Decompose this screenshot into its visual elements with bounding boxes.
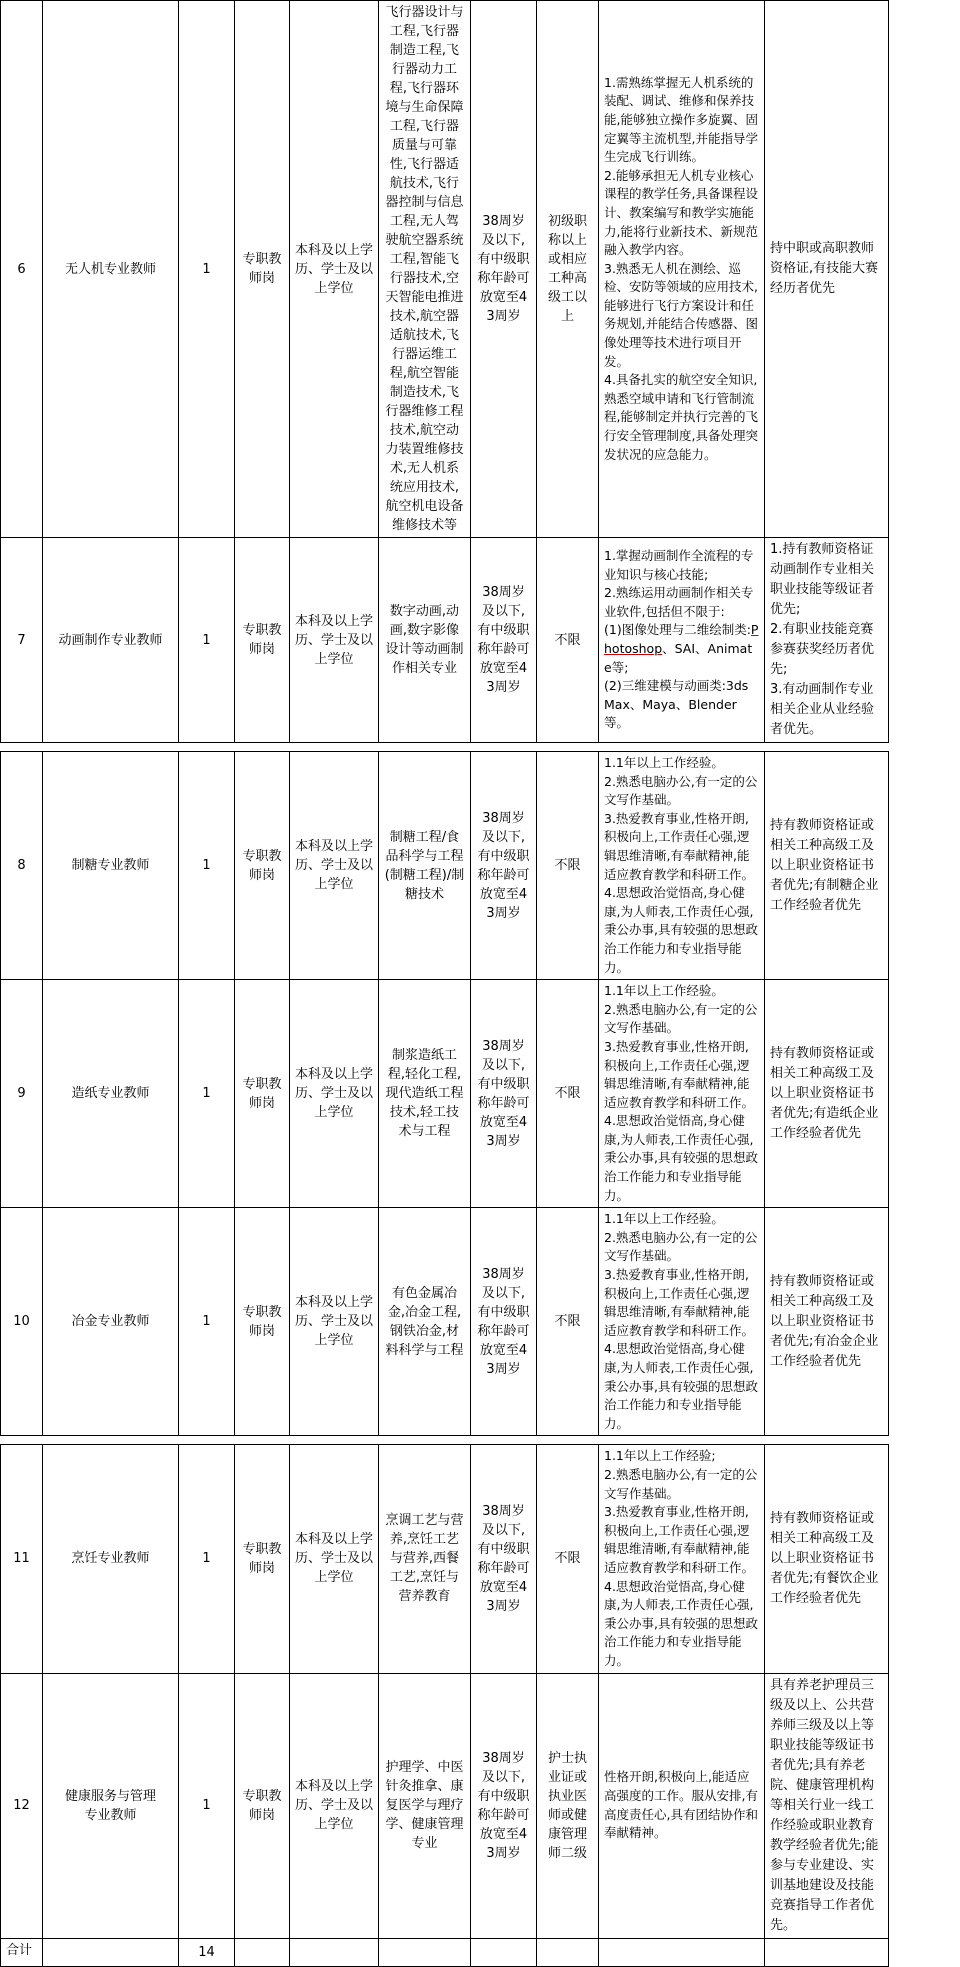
other-requirements-line: 4.具备扎实的航空安全知识,熟悉空域申请和飞行管制流程,能够制定并执行完善的飞行安全管理制度,具备处理突发状况的应急能力。 xyxy=(604,372,758,462)
hiring-count: 1 xyxy=(179,1208,235,1436)
preferred-conditions-line: 持有教师资格证或相关工种高级工及以上职业资格证书者优先;有造纸企业工作经验者优先 xyxy=(770,1045,879,1141)
hiring-count: 1 xyxy=(179,1445,235,1673)
position-name-line: 无人机专业教师 xyxy=(64,261,156,277)
other-requirements-line: 3.热爱教育事业,性格开朗,积极向上,工作责任心强,逻辑思维清晰,有奉献精神,能适应教育教学和科研工作。 xyxy=(604,810,755,882)
table-body xyxy=(1,1,960,1967)
preferred-conditions xyxy=(765,1,889,538)
age-requirement: 38周岁及以下,有中级职称年龄可放宽至43周岁 xyxy=(471,1445,537,1673)
row-number: 11 xyxy=(1,1445,43,1673)
preferred-conditions xyxy=(765,538,889,743)
age-requirement: 38周岁及以下,有中级职称年龄可放宽至43周岁 xyxy=(471,1208,537,1436)
table-row xyxy=(1,1208,960,1436)
other-requirements-line: 4.思想政治觉悟高,身心健康,为人师表,工作责任心强,秉公办事,具有较强的思想政治工作能力和专业指导能力。 xyxy=(604,1578,758,1668)
preferred-conditions xyxy=(765,980,889,1208)
other-requirements-line: 2.熟练运用动画制作相关专业软件,包括但不限于: xyxy=(604,585,754,619)
preferred-conditions-line: 持中职或高职教师资格证,有技能大赛经历者优先 xyxy=(770,241,879,296)
other-requirements xyxy=(599,538,765,743)
row-number: 12 xyxy=(1,1673,43,1938)
preferred-conditions-line: 持有教师资格证或相关工种高级工及以上职业资格证书者优先;有冶金企业工作经验者优先 xyxy=(770,1273,879,1369)
total-row xyxy=(1,1938,960,1966)
title-requirement: 不限 xyxy=(537,980,599,1208)
row-number: 6 xyxy=(1,1,43,538)
other-requirements-line: 1.需熟练掌握无人机系统的装配、调试、维修和保养技能,能够独立操作多旋翼、固定翼等主流机型,并能指导学生完成飞行训练。 xyxy=(604,74,758,165)
title-requirement: 不限 xyxy=(537,1445,599,1673)
position-type: 专职教师岗 xyxy=(235,980,290,1208)
table-row xyxy=(1,980,960,1208)
page-gap xyxy=(1,1436,960,1445)
preferred-conditions-line: 具有养老护理员三级及以上、公共营养师三级及以上等职业技能等级证书者优先;具有养老院、健康管理机构等相关行业一线工作经验或职业教育教学经验者优先;能参与专业建设、实训基地建设及技能竞赛指导工作者优先。 xyxy=(770,1677,879,1933)
total-count: 14 xyxy=(179,1938,235,1966)
empty-cell xyxy=(290,1938,379,1966)
row-number: 9 xyxy=(1,980,43,1208)
other-requirements xyxy=(599,1673,765,1938)
other-requirements xyxy=(599,1208,765,1436)
position-name-line: 专业教师 xyxy=(84,1807,137,1823)
other-requirements xyxy=(599,980,765,1208)
major-requirement: 数字动画,动画,数字影像设计等动画制作相关专业 xyxy=(379,538,471,743)
education-requirement: 本科及以上学历、学士及以上学位 xyxy=(290,752,379,980)
hiring-count: 1 xyxy=(179,538,235,743)
major-requirement: 制糖工程/食品科学与工程(制糖工程)/制糖技术 xyxy=(379,752,471,980)
position-name xyxy=(43,1,179,538)
position-name-line: 健康服务与管理 xyxy=(64,1788,156,1804)
title-requirement: 护士执业证或执业医师或健康管理师二级 xyxy=(537,1673,599,1938)
page-gap-cell xyxy=(1,1436,889,1445)
other-requirements-line: 3.热爱教育事业,性格开朗,积极向上,工作责任心强,逻辑思维清晰,有奉献精神,能适应教育教学和科研工作。 xyxy=(604,1038,755,1110)
age-requirement: 38周岁及以下,有中级职称年龄可放宽至43周岁 xyxy=(471,980,537,1208)
other-requirements-line: 性格开朗,积极向上,能适应高强度的工作。服从安排,有高度责任心,具有团结协作和奉献精神。 xyxy=(604,1769,758,1841)
position-name xyxy=(43,1445,179,1673)
position-name xyxy=(43,980,179,1208)
other-requirements-line: 1.掌握动画制作全流程的专业知识与核心技能; xyxy=(604,548,754,582)
preferred-conditions xyxy=(765,1673,889,1938)
row-number: 7 xyxy=(1,538,43,743)
other-requirements-line: (1)图像处理与二维绘制类:Photoshop、SAI、Animate等; xyxy=(604,622,759,675)
major-requirement: 护理学、中医针灸推拿、康复医学与理疗学、健康管理专业 xyxy=(379,1673,471,1938)
title-requirement: 不限 xyxy=(537,752,599,980)
position-type: 专职教师岗 xyxy=(235,1445,290,1673)
other-requirements-line: 4.思想政治觉悟高,身心健康,为人师表,工作责任心强,秉公办事,具有较强的思想政治工作能力和专业指导能力。 xyxy=(604,885,758,975)
education-requirement: 本科及以上学历、学士及以上学位 xyxy=(290,1208,379,1436)
other-requirements-line: 2.熟悉电脑办公,有一定的公文写作基础。 xyxy=(604,1466,758,1501)
hiring-count: 1 xyxy=(179,1673,235,1938)
education-requirement: 本科及以上学历、学士及以上学位 xyxy=(290,1,379,538)
row-number: 10 xyxy=(1,1208,43,1436)
preferred-conditions-line: 持有教师资格证或相关工种高级工及以上职业资格证书者优先;有制糖企业工作经验者优先 xyxy=(770,817,879,913)
total-label: 合计 xyxy=(1,1938,43,1966)
position-name-line: 造纸专业教师 xyxy=(71,1086,150,1102)
position-type: 专职教师岗 xyxy=(235,538,290,743)
major-requirement: 有色金属冶金,冶金工程,钢铁冶金,材料科学与工程 xyxy=(379,1208,471,1436)
table-row xyxy=(1,538,960,743)
preferred-conditions-line: 3.有动画制作专业相关企业从业经验者优先。 xyxy=(770,682,875,737)
title-requirement: 初级职称以上或相应工种高级工以上 xyxy=(537,1,599,538)
position-name-line: 制糖专业教师 xyxy=(71,858,150,874)
empty-cell xyxy=(765,1938,889,1966)
hiring-count: 1 xyxy=(179,752,235,980)
position-type: 专职教师岗 xyxy=(235,1673,290,1938)
other-requirements-line: 3.热爱教育事业,性格开朗,积极向上,工作责任心强,逻辑思维清晰,有奉献精神,能适应教育教学和科研工作。 xyxy=(604,1267,755,1338)
other-requirements-line: 2.熟悉电脑办公,有一定的公文写作基础。 xyxy=(604,1229,758,1264)
title-requirement: 不限 xyxy=(537,538,599,743)
position-name xyxy=(43,538,179,743)
position-type: 专职教师岗 xyxy=(235,1,290,538)
other-requirements xyxy=(599,1,765,538)
preferred-conditions-line: 2.有职业技能竞赛参赛获奖经历者优先; xyxy=(770,622,875,677)
other-requirements xyxy=(599,752,765,980)
empty-cell xyxy=(379,1938,471,1966)
education-requirement: 本科及以上学历、学士及以上学位 xyxy=(290,1673,379,1938)
preferred-conditions-line: 1.持有教师资格证动画制作专业相关职业技能等级证者优先; xyxy=(770,542,875,617)
empty-cell xyxy=(537,1938,599,1966)
education-requirement: 本科及以上学历、学士及以上学位 xyxy=(290,538,379,743)
title-requirement: 不限 xyxy=(537,1208,599,1436)
empty-cell xyxy=(471,1938,537,1966)
age-requirement: 38周岁及以下,有中级职称年龄可放宽至43周岁 xyxy=(471,1,537,538)
hiring-count: 1 xyxy=(179,980,235,1208)
position-type: 专职教师岗 xyxy=(235,1208,290,1436)
page-gap-cell xyxy=(1,743,889,752)
major-requirement: 制浆造纸工程,轻化工程,现代造纸工程技术,轻工技术与工程 xyxy=(379,980,471,1208)
other-requirements-line: 2.熟悉电脑办公,有一定的公文写作基础。 xyxy=(604,1001,758,1036)
preferred-conditions xyxy=(765,752,889,980)
preferred-conditions xyxy=(765,1208,889,1436)
position-name-line: 烹饪专业教师 xyxy=(71,1551,150,1567)
education-requirement: 本科及以上学历、学士及以上学位 xyxy=(290,1445,379,1673)
age-requirement: 38周岁及以下,有中级职称年龄可放宽至43周岁 xyxy=(471,538,537,743)
page-gap xyxy=(1,743,960,752)
position-name-line: 动画制作专业教师 xyxy=(58,632,163,648)
major-requirement: 飞行器设计与工程,飞行器制造工程,飞行器动力工程,飞行器环境与生命保障工程,飞行器质量与可靠性,飞行器适航技术,飞行器控制与信息工程,无人驾驶航空器系统工程,智能飞行器技术,空天智能电推进技术,航空器适航技术,飞行器运维工程,航空智能制造技术,飞行器维修工程技术,航空动力装置维修技术,无人机系统应用技术,航空机电设备维修技术等 xyxy=(379,1,471,538)
position-type: 专职教师岗 xyxy=(235,752,290,980)
other-requirements xyxy=(599,1445,765,1673)
empty-cell xyxy=(599,1938,765,1966)
table-row xyxy=(1,1673,960,1938)
education-requirement: 本科及以上学历、学士及以上学位 xyxy=(290,980,379,1208)
age-requirement: 38周岁及以下,有中级职称年龄可放宽至43周岁 xyxy=(471,752,537,980)
table-row xyxy=(1,752,960,980)
other-requirements-line: 1.1年以上工作经验。 xyxy=(604,1211,724,1227)
other-requirements-line: 4.思想政治觉悟高,身心健康,为人师表,工作责任心强,秉公办事,具有较强的思想政治工作能力和专业指导能力。 xyxy=(604,1113,758,1203)
position-name xyxy=(43,752,179,980)
position-name xyxy=(43,1208,179,1436)
other-requirements-line: 4.思想政治觉悟高,身心健康,为人师表,工作责任心强,秉公办事,具有较强的思想政治工作能力和专业指导能力。 xyxy=(604,1341,758,1431)
position-name-line: 冶金专业教师 xyxy=(71,1314,150,1330)
other-requirements-line: 1.1年以上工作经验。 xyxy=(604,983,724,999)
hiring-count: 1 xyxy=(179,1,235,538)
preferred-conditions xyxy=(765,1445,889,1673)
table-row xyxy=(1,1445,960,1673)
other-requirements-line: 1.1年以上工作经验; xyxy=(604,1448,716,1464)
position-name xyxy=(43,1673,179,1938)
row-number: 8 xyxy=(1,752,43,980)
major-requirement: 烹调工艺与营养,烹饪工艺与营养,西餐工艺,烹饪与营养教育 xyxy=(379,1445,471,1673)
table-row xyxy=(1,1,960,538)
empty-cell xyxy=(235,1938,290,1966)
other-requirements-line: 3.熟悉无人机在测绘、巡检、安防等领域的应用技术,能够进行飞行方案设计和任务规划,并能结合传感器、图像处理等技术进行项目开发。 xyxy=(604,260,758,369)
age-requirement: 38周岁及以下,有中级职称年龄可放宽至43周岁 xyxy=(471,1673,537,1938)
other-requirements-line: (2)三维建模与动画类:3ds Max、Maya、Blender等。 xyxy=(604,678,749,731)
other-requirements-line: 2.熟悉电脑办公,有一定的公文写作基础。 xyxy=(604,773,758,808)
empty-cell xyxy=(43,1938,179,1966)
preferred-conditions-line: 持有教师资格证或相关工种高级工及以上职业资格证书者优先;有餐饮企业工作经验者优先 xyxy=(770,1510,879,1606)
other-requirements-line: 1.1年以上工作经验。 xyxy=(604,755,724,770)
other-requirements-line: 2.能够承担无人机专业核心课程的教学任务,具备课程设计、教案编写和教学实施能力,能将行业新技术、新规范融入教学内容。 xyxy=(604,167,758,258)
other-requirements-line: 3.热爱教育事业,性格开朗,积极向上,工作责任心强,逻辑思维清晰,有奉献精神,能适应教育教学和科研工作。 xyxy=(604,1504,755,1575)
